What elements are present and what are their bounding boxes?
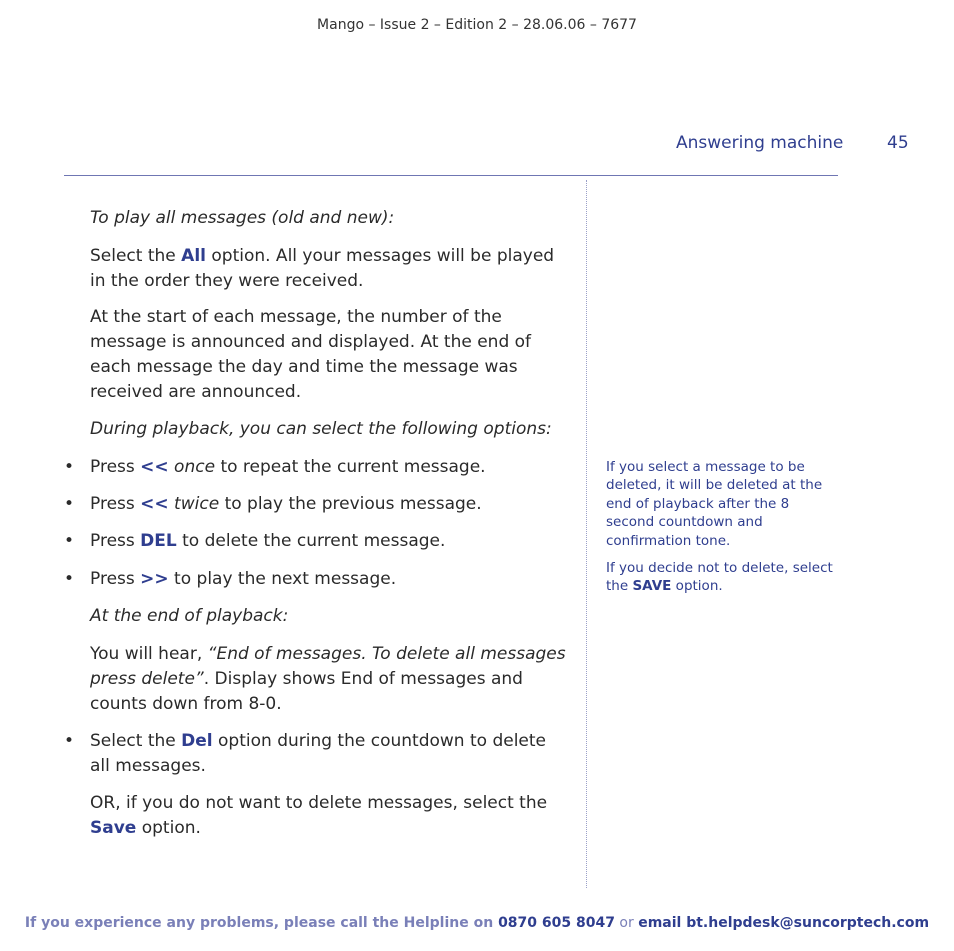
helpline-phone: 0870 605 8047	[498, 915, 615, 931]
list-item: • Press << twice to play the previous message.	[90, 492, 570, 517]
paragraph-select-all: Select the All option. All your messages will be played in the order they were received.	[90, 246, 555, 291]
list-item: • Select the Del option during the countdown to delete all messages.	[90, 729, 570, 779]
heading-play-all: To play all messages (old and new):	[90, 208, 395, 228]
helpdesk-email[interactable]: email bt.helpdesk@suncorptech.com	[638, 915, 930, 931]
paragraph-you-will-hear: You will hear, “End of messages. To delete all messages press delete”. Display shows End of messages and counts down from 8-0.	[90, 644, 566, 714]
paragraph-announce: At the start of each message, the number of the message is announced and displayed. At the end of each message the day and time the message was received are announced.	[90, 307, 532, 402]
list-item: • Press << once to repeat the current message.	[90, 455, 570, 480]
section-title: Answering machine	[676, 133, 844, 153]
column-divider	[586, 180, 587, 888]
document-header: Mango – Issue 2 – Edition 2 – 28.06.06 – 7677	[317, 17, 637, 33]
heading-end-of-playback: At the end of playback:	[90, 606, 289, 626]
main-column	[90, 206, 570, 838]
paragraph-save-option: OR, if you do not want to delete messages, select the Save option.	[90, 793, 548, 838]
page-number: 45	[887, 133, 909, 153]
list-item: • Press DEL to delete the current message.	[90, 529, 570, 554]
footer-helpline: If you experience any problems, please call the Helpline on 0870 605 8047 or email bt.helpdesk@suncorptech.com	[24, 915, 930, 931]
header-rule	[64, 175, 838, 176]
note-save: If you decide not to delete, select the SAVE option.	[606, 560, 833, 595]
sidebar-notes	[606, 458, 838, 596]
note-delete: If you select a message to be deleted, it will be deleted at the end of playback after the 8 second countdown and confirmation tone.	[606, 459, 823, 549]
list-item: • Press >> to play the next message.	[90, 567, 570, 592]
heading-playback-options: During playback, you can select the following options:	[90, 419, 552, 439]
